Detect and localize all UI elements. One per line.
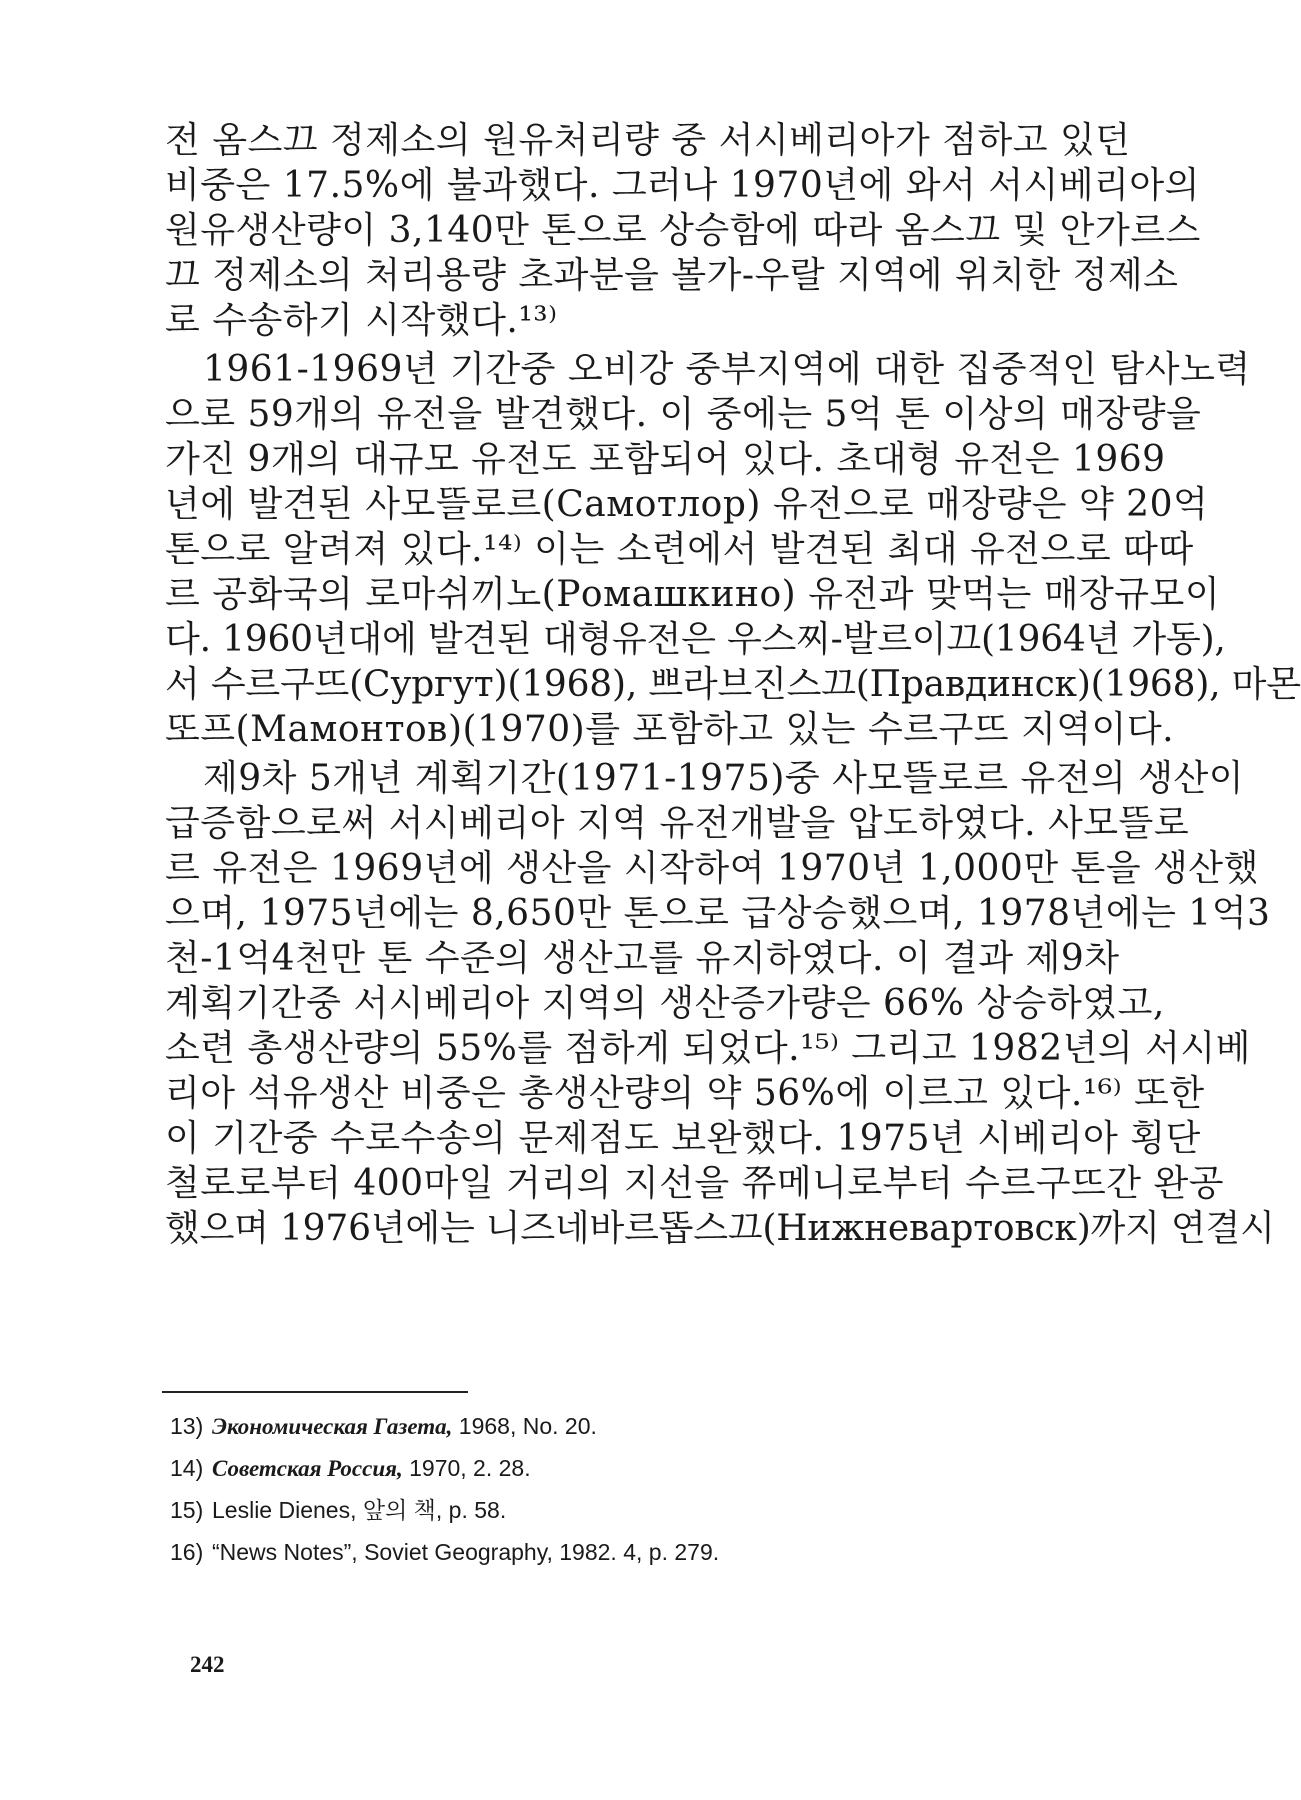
text-line: 로 수송하기 시작했다.¹³⁾: [165, 300, 558, 341]
text-line: 으로 59개의 유전을 발견했다. 이 중에는 5억 톤 이상의 매장량을: [165, 394, 1202, 435]
footnote-citation: 1968, No. 20.: [452, 1413, 597, 1439]
text-line: 비중은 17.5%에 불과했다. 그러나 1970년에 와서 서시베리아의: [165, 165, 1200, 206]
text-line: 원유생산량이 3,140만 톤으로 상승함에 따라 옴스끄 및 안가르스: [165, 210, 1201, 251]
footnote-citation: 1970, 2. 28.: [402, 1455, 531, 1481]
text-line: 천-1억4천만 톤 수준의 생산고를 유지하였다. 이 결과 제9차: [165, 938, 1120, 979]
text-line: 르 유전은 1969년에 생산을 시작하여 1970년 1,000만 톤을 생산했: [165, 848, 1259, 889]
text-line: 급증함으로써 서시베리아 지역 유전개발을 압도하였다. 사모뜰로: [165, 803, 1190, 844]
text-line: 했으며 1976년에는 니즈네바르똡스끄(Нижневартовск)까지 연결시: [165, 1208, 1275, 1249]
text-line: 1961-1969년 기간중 오비강 중부지역에 대한 집중적인 탐사노력: [203, 349, 1251, 390]
footnote-13: [170, 1405, 930, 1447]
body-text: [165, 118, 1301, 1251]
text-line: 이 기간중 수로수송의 문제점도 보완했다. 1975년 시베리아 횡단: [165, 1118, 1201, 1159]
text-line: 서 수르구뜨(Сургут)(1968), 쁘라브진스끄(Правдинск)(1968), 마몬: [165, 664, 1301, 705]
text-line: 또프(Мамонтов)(1970)를 포함하고 있는 수르구뜨 지역이다.: [165, 709, 1175, 750]
page-number: 242: [190, 1652, 225, 1677]
footnotes: [170, 1405, 930, 1573]
footnote-citation: “News Notes”, Soviet Geography, 1982. 4, p. 279.: [212, 1539, 720, 1565]
footnote-citation: Leslie Dienes, 앞의 책, p. 58.: [212, 1497, 507, 1523]
footnote-number: 14): [170, 1455, 204, 1481]
text-line: 년에 발견된 사모뜰로르(Самотлор) 유전으로 매장량은 약 20억: [165, 484, 1209, 525]
text-line: 르 공화국의 로마쉬끼노(Ромашкино) 유전과 맞먹는 매장규모이: [165, 574, 1221, 615]
text-line: 계획기간중 서시베리아 지역의 생산증가량은 66% 상승하였고,: [165, 983, 1165, 1024]
text-line: 으며, 1975년에는 8,650만 톤으로 급상승했으며, 1978년에는 1억3: [165, 893, 1271, 934]
footnote-divider: [162, 1391, 468, 1393]
text-line: 끄 정제소의 처리용량 초과분을 볼가-우랄 지역에 위치한 정제소: [165, 255, 1179, 296]
footnote-number: 15): [170, 1497, 204, 1523]
text-line: 소련 총생산량의 55%를 점하게 되었다.¹⁵⁾ 그리고 1982년의 서시베: [165, 1028, 1251, 1069]
text-line: 가진 9개의 대규모 유전도 포함되어 있다. 초대형 유전은 1969: [165, 439, 1166, 480]
text-line: 리아 석유생산 비중은 총생산량의 약 56%에 이르고 있다.¹⁶⁾ 또한: [165, 1073, 1205, 1114]
footnote-source-title: Советская Россия,: [212, 1456, 403, 1481]
footnote-source-title: Экономическая Газета,: [212, 1414, 453, 1439]
footnote-15: [170, 1489, 930, 1531]
text-line: 제9차 5개년 계획기간(1971-1975)중 사모뜰로르 유전의 생산이: [203, 758, 1245, 799]
footnote-number: 13): [170, 1413, 204, 1439]
footnote-number: 16): [170, 1539, 204, 1565]
text-line: 철로로부터 400마일 거리의 지선을 쮸메니로부터 수르구뜨간 완공: [165, 1163, 1225, 1204]
text-line: 전 옴스끄 정제소의 원유처리량 중 서시베리아가 점하고 있던: [165, 120, 1131, 161]
footnote-14: [170, 1447, 930, 1489]
text-line: 다. 1960년대에 발견된 대형유전은 우스찌-발르이끄(1964년 가동),: [165, 619, 1226, 660]
text-line: 톤으로 알려져 있다.¹⁴⁾ 이는 소련에서 발견된 최대 유전으로 따따: [165, 529, 1194, 570]
footnote-16: [170, 1531, 930, 1573]
